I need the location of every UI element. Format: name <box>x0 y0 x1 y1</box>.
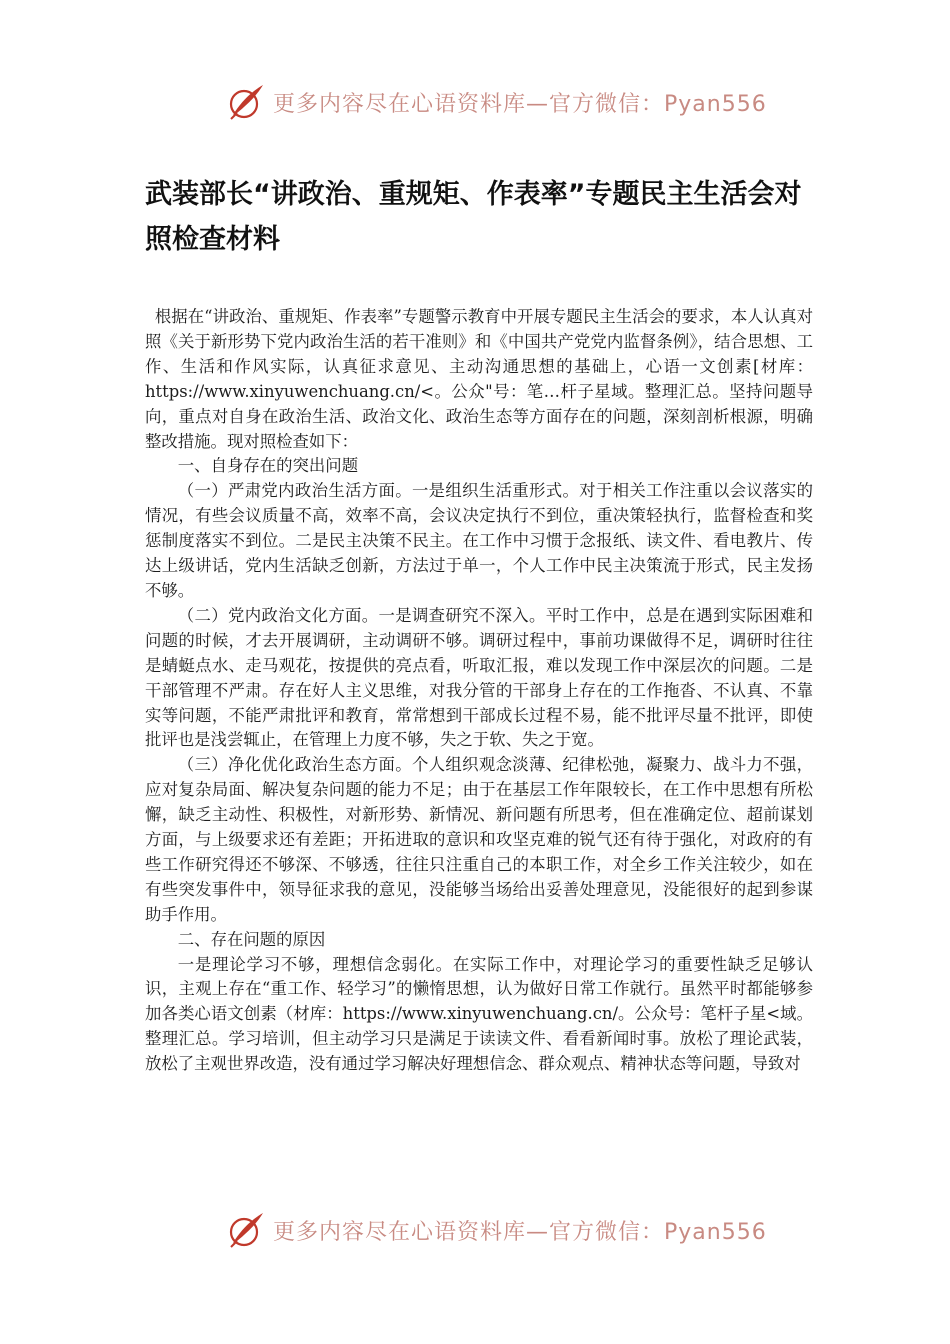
section-heading-2: 二、存在问题的原因 <box>177 929 326 949</box>
banner-text: 更多内容尽在心语资料库—官方微信：Pyan556 <box>273 91 767 117</box>
document-body <box>145 305 813 1077</box>
banner-text: 更多内容尽在心语资料库—官方微信：Pyan556 <box>273 1219 767 1245</box>
paragraph-cause-1: 一是理论学习不够，理想信念弱化。在实际工作中，对理论学习的重要性缺乏足够认识，主观上存在“重工作、轻学习”的懒惰思想，认为做好日常工作就行。虽然平时都能够参加各类心语文创素（材库：https://www.xinyuwenchuang.cn/。公众号：笔杆子星<域。整理汇总。学习培训，但主动学习只是满足于读读文件、看看新闻时事。放松了理论武装，放松了主观世界改造，没有通过学习解决好理想信念、群众观点、精神状态等问题，导致对 <box>145 954 813 1074</box>
quill-logo-icon <box>225 81 267 123</box>
document-title: 武装部长“讲政治、重规矩、作表率”专题民主生活会对照检查材料 <box>145 179 802 255</box>
intro-paragraph: 根据在“讲政治、重规矩、作表率”专题警示教育中开展专题民主生活会的要求，本人认真对照《关于新形势下党内政治生活的若干准则》和《中国共产党党内监督条例》，结合思想、工作、生活和作风实际，认真征求意见、主动沟通思想的基础上，心语一文创素[材库：https://www.xinyuwenchuang.cn/<。公众"号：笔…杆子星域。整理汇总。坚持问题导向，重点对自身在政治生活、政治文化、政治生态等方面存在的问题，深刻剖析根源，明确整改措施。现对照检查如下： <box>145 307 813 451</box>
paragraph-political-life: （一）严肃党内政治生活方面。一是组织生活重形式。对于相关工作注重以会议落实的情况，有些会议质量不高，效率不高，会议决定执行不到位，重决策轻执行，监督检查和奖惩制度落实不到位。二是民主决策不民主。在工作中习惯于念报纸、读文件、看电教片、传达上级讲话，党内生活缺乏创新，方法过于单一，个人工作中民主决策流于形式，民主发扬不够。 <box>145 481 813 600</box>
section-heading-1: 一、自身存在的突出问题 <box>177 456 359 476</box>
header-watermark-banner <box>225 80 767 124</box>
footer-watermark-banner <box>225 1208 767 1252</box>
paragraph-political-ecology: （三）净化优化政治生态方面。个人组织观念淡薄、纪律松弛，凝聚力、战斗力不强，应对复杂局面、解决复杂问题的能力不足；由于在基层工作年限较长，在工作中思想有所松懈，缺乏主动性、积极性，对新形势、新情况、新问题有所思考，但在准确定位、超前谋划方面，与上级要求还有差距；开拓进取的意识和攻坚克难的锐气还有待于强化，对政府的有些工作研究得还不够深、不够透，往往只注重自己的本职工作，对全乡工作关注较少，如在有些突发事件中，领导征求我的意见，没能够当场给出妥善处理意见，没能很好的起到参谋助手作用。 <box>145 755 813 924</box>
quill-logo-icon <box>225 1209 267 1251</box>
paragraph-political-culture: （二）党内政治文化方面。一是调查研究不深入。平时工作中，总是在遇到实际困难和问题的时候，才去开展调研，主动调研不够。调研过程中，事前功课做得不足，调研时往往是蜻蜓点水、走马观花，按提供的亮点看，听取汇报，难以发现工作中深层次的问题。二是干部管理不严肃。存在好人主义思维，对我分管的干部身上存在的工作拖沓、不认真、不靠实等问题，不能严肃批评和教育，常常想到干部成长过程不易，能不批评尽量不批评，即使批评也是浅尝辄止，在管理上力度不够，失之于软、失之于宽。 <box>145 605 813 750</box>
